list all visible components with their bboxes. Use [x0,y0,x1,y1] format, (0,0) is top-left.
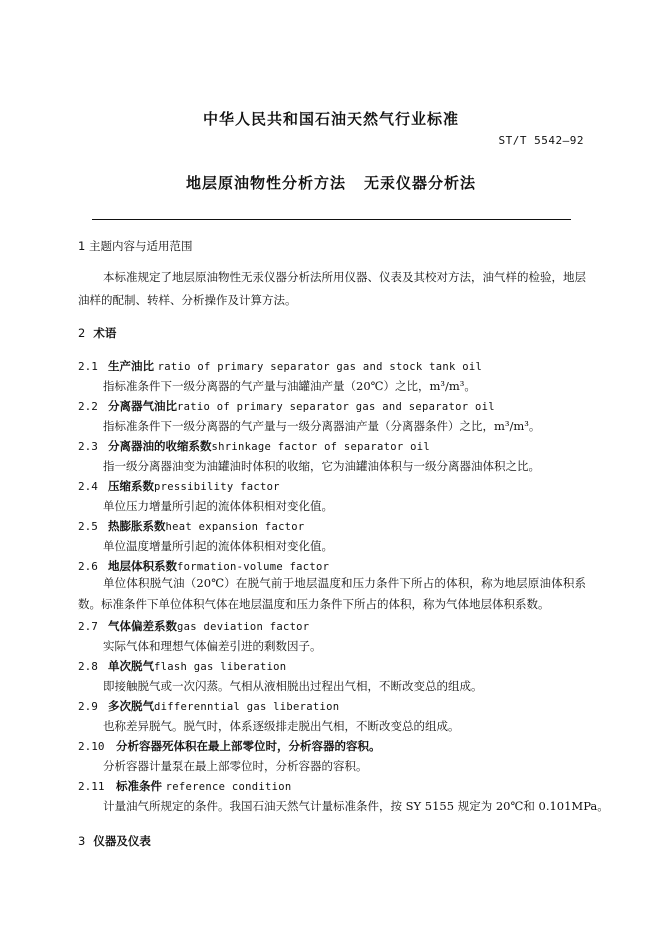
term-number: 2.8 [78,660,98,673]
title-divider [92,219,571,220]
term-chinese: 热膨胀系数 [108,519,166,533]
document-title-sub: 无汞仪器分析法 [364,174,477,192]
term-number: 2.7 [78,620,98,633]
section-3-number: 3 [78,834,86,848]
term-2-7-definition: 实际气体和理想气体偏差引进的剩数因子。 [103,639,322,653]
term-chinese: 地层体积系数 [108,559,177,573]
term-2-8-definition: 即接触脱气或一次闪蒸。气相从液相脱出过程出气相，不断改变总的组成。 [103,679,483,693]
section-2-number: 2 [78,326,86,340]
term-2-11-definition: 计量油气所规定的条件。我国石油天然气计量标准条件，按 SY 5155 规定为 20℃和 0.101MPa。 [103,799,609,813]
section-3-title: 仪器及仪表 [93,834,151,848]
term-english: flash gas liberation [154,661,287,673]
term-2-9-definition: 也称差异脱气。脱气时，体系逐级排走脱出气相，不断改变总的组成。 [103,719,460,733]
term-english: heat expansion factor [165,521,305,533]
term-2-2-definition: 指标准条件下一级分离器的气产量与一级分离器油产量（分离器条件）之比，m³/m³。 [103,419,541,433]
term-english: pressibility factor [154,481,280,493]
term-chinese: 生产油比 [108,359,154,373]
term-2-4 [78,478,280,494]
term-english: shrinkage factor of separator oil [211,441,431,453]
term-number: 2.5 [78,520,98,533]
standard-organization: 中华人民共和国石油天然气行业标准 [202,110,459,128]
term-2-6 [78,558,329,574]
term-2-1 [78,358,482,374]
term-number: 2.1 [78,360,98,373]
section-3-heading [78,833,151,849]
term-chinese: 压缩系数 [108,479,154,493]
term-2-8 [78,658,286,674]
section-2-heading [78,325,116,341]
term-english: differenntial gas liberation [154,701,340,713]
term-chinese: 分离器气油比 [108,399,177,413]
term-number: 2.6 [78,560,98,573]
term-2-5 [78,518,305,534]
term-2-9 [78,698,339,714]
section-1-paragraph: 本标准规定了地层原油物性无汞仪器分析法所用仪器、仪表及其校对方法，油气样的检验，地层油样的配制、转样、分析操作及计算方法。 [78,270,586,307]
term-chinese: 分析容器死体积在最上部零位时，分析容器的容积。 [116,739,381,753]
term-2-3 [78,438,430,454]
document-title [0,172,662,193]
term-chinese: 分离器油的收缩系数 [108,439,212,453]
term-english: ratio of primary separator gas and stock tank oil [157,361,483,373]
standard-code: ST/T 5542—92 [498,134,584,147]
term-number: 2.10 [78,740,105,753]
term-2-10-definition: 分析容器计量泵在最上部零位时，分析容器的容积。 [103,759,368,773]
term-english: ratio of primary separator gas and separator oil [177,401,495,413]
term-2-3-definition: 指一级分离器油变为油罐油时体积的收缩，它为油罐油体积与一级分离器油体积之比。 [103,459,540,473]
term-number: 2.2 [78,400,98,413]
document-title-main: 地层原油物性分析方法 [185,174,346,192]
term-english: gas deviation factor [177,621,310,633]
section-2-title: 术语 [93,326,117,340]
term-chinese: 标准条件 [116,779,162,793]
term-2-11 [78,778,291,794]
term-2-1-definition: 指标准条件下一级分离器的气产量与油罐油产量（20℃）之比，m³/m³。 [103,379,476,393]
term-number: 2.4 [78,480,98,493]
term-number: 2.3 [78,440,98,453]
term-english: reference condition [165,781,292,793]
term-2-4-definition: 单位压力增量所引起的流体体积相对变化值。 [103,499,333,513]
term-2-10 [78,738,381,754]
term-english: formation-volume factor [177,561,330,573]
term-chinese: 多次脱气 [108,699,154,713]
term-chinese: 单次脱气 [108,659,154,673]
term-chinese: 气体偏差系数 [108,619,177,633]
term-number: 2.9 [78,700,98,713]
section-1-heading: 1 主题内容与适用范围 [78,239,193,253]
term-2-7 [78,618,309,634]
term-2-5-definition: 单位温度增量所引起的流体体积相对变化值。 [103,539,333,553]
term-2-6-definition: 单位体积脱气油（20℃）在脱气前于地层温度和压力条件下所占的体积，称为地层原油体积系数。标准条件下单位体积气体在地层温度和压力条件下所占的体积，称为气体地层体积系数。 [78,576,586,611]
term-number: 2.11 [78,780,105,793]
term-2-2 [78,398,495,414]
